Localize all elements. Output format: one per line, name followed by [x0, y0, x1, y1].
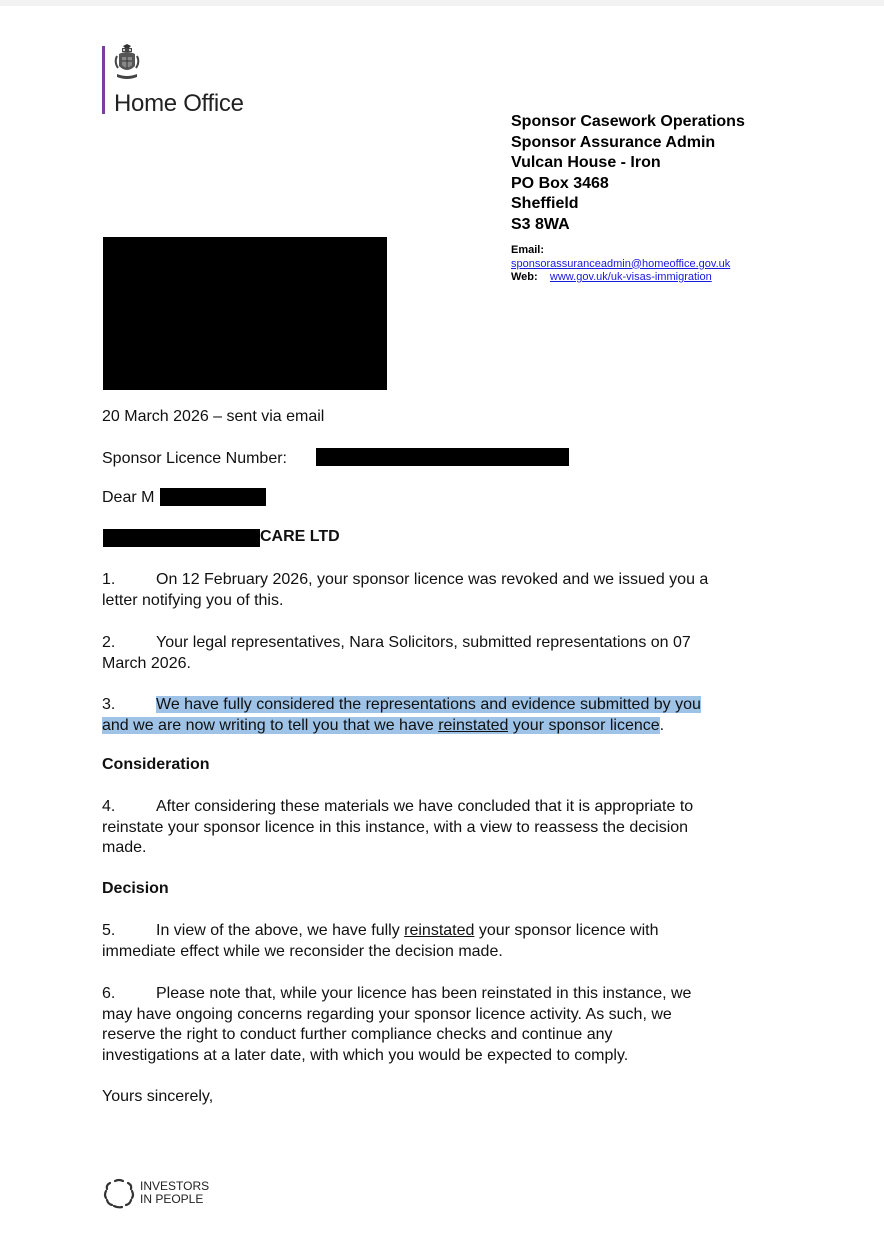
underlined-word: reinstated — [438, 716, 509, 734]
web-label: Web: — [511, 271, 538, 283]
redacted-recipient-address — [103, 237, 387, 390]
royal-crest-icon — [114, 44, 140, 84]
paragraph-6 — [102, 984, 782, 1066]
iip-text — [140, 1180, 209, 1206]
paragraph-number: 2. — [102, 634, 116, 651]
paragraph-text: March 2026. — [102, 654, 191, 672]
address-line: Vulcan House - Iron — [511, 154, 661, 171]
paragraph-text: your sponsor licence with — [474, 922, 659, 939]
paragraph-text: made. — [102, 839, 147, 856]
paragraph-text: Please note that, while your licence has been reinstated in this instance, we — [156, 985, 692, 1002]
paragraph-number: 4. — [102, 798, 116, 815]
address-line: Sponsor Assurance Admin — [511, 133, 716, 151]
highlighted-text: your sponsor licence — [508, 716, 660, 734]
paragraph-text: may have ongoing concerns regarding your sponsor licence activity. As such, we — [102, 1005, 672, 1023]
date-line: 20 March 2026 – sent via email — [102, 408, 325, 425]
licence-number-label: Sponsor Licence Number: — [102, 450, 287, 467]
contact-details — [511, 244, 730, 285]
paragraph-text: letter notifying you of this. — [102, 591, 284, 609]
highlighted-text: and we are now writing to tell you that we have — [102, 716, 439, 734]
redacted-company-name — [103, 529, 260, 547]
paragraph-text: On 12 February 2026, your sponsor licence was revoked and we issued you a — [156, 571, 709, 588]
brand-bar — [102, 46, 105, 114]
highlighted-text: We have fully considered the representations and evidence submitted by you — [156, 696, 701, 713]
closing: Yours sincerely, — [102, 1088, 214, 1105]
paragraph-text: Your legal representatives, Nara Solicitors, submitted representations on 07 — [156, 634, 691, 651]
underlined-word: reinstated — [404, 922, 475, 939]
paragraph-text: . — [659, 716, 665, 734]
email-link[interactable]: sponsorassuranceadmin@homeoffice.gov.uk — [511, 257, 731, 270]
salutation: Dear M — [102, 489, 155, 506]
laurel-wreath-icon — [102, 1177, 136, 1211]
paragraph-number: 1. — [102, 571, 116, 588]
paragraph-number: 3. — [102, 696, 116, 713]
paragraph-5 — [102, 921, 782, 962]
address-line: PO Box 3468 — [511, 174, 609, 192]
sender-address — [511, 112, 745, 235]
heading-decision: Decision — [102, 880, 169, 897]
web-link[interactable]: www.gov.uk/uk-visas-immigration — [549, 271, 712, 283]
paragraph-2 — [102, 633, 782, 674]
paragraph-4 — [102, 797, 782, 859]
paragraph-text: investigations at a later date, with which you would be expected to comply. — [102, 1046, 629, 1064]
paragraph-text: reserve the right to conduct further compliance checks and continue any — [102, 1026, 613, 1043]
company-name: CARE LTD — [260, 528, 340, 545]
iip-line: IN PEOPLE — [140, 1192, 204, 1206]
email-label: Email: — [511, 244, 545, 256]
org-name: Home Office — [114, 90, 244, 117]
address-line: Sponsor Casework Operations — [511, 113, 745, 130]
paragraph-text: In view of the above, we have fully — [156, 922, 405, 939]
paragraph-3 — [102, 695, 782, 736]
paragraph-number: 5. — [102, 922, 116, 939]
page-top-edge — [0, 0, 884, 6]
iip-line: INVESTORS — [140, 1179, 210, 1193]
redacted-recipient-name — [160, 488, 266, 506]
paragraph-text: reinstate your sponsor licence in this instance, with a view to reassess the decision — [102, 818, 689, 836]
address-line: Sheffield — [511, 195, 579, 212]
heading-consideration: Consideration — [102, 756, 210, 773]
paragraph-1 — [102, 570, 782, 611]
paragraph-text: After considering these materials we have concluded that it is appropriate to — [156, 798, 694, 815]
paragraph-text: immediate effect while we reconsider the decision made. — [102, 942, 503, 960]
redacted-licence-number — [316, 448, 569, 466]
paragraph-number: 6. — [102, 985, 116, 1002]
address-line: S3 8WA — [511, 215, 570, 233]
